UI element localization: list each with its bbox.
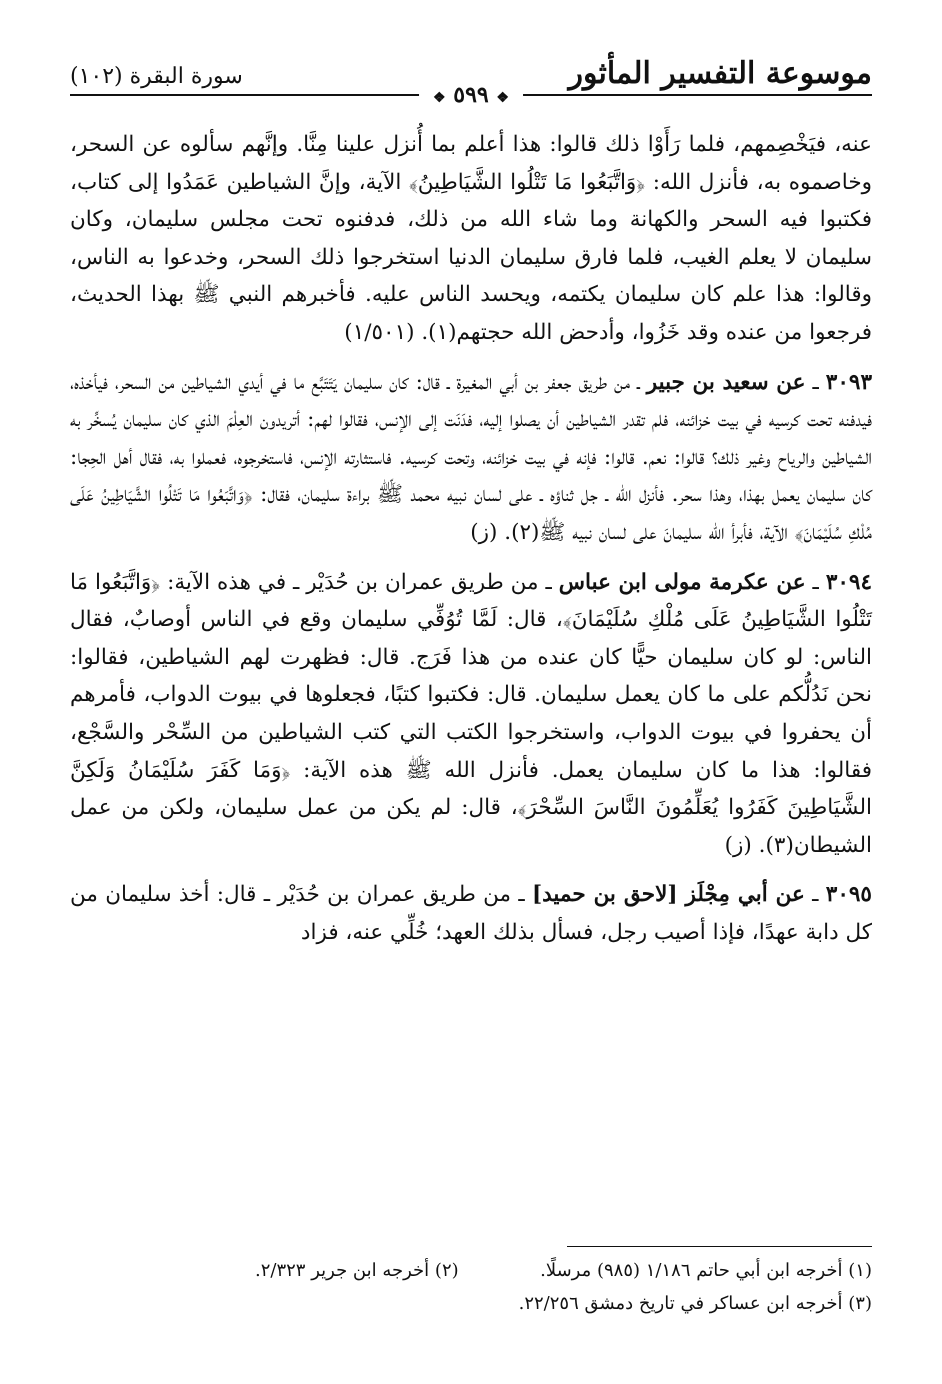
paragraph: ٣٠٩٣ ـ عن سعيد بن جبير ـ من طريق جعفر بن أبي المغيرة ـ قال: كان سليمان يَتَتَبَّع ما في أيدي الشياطين من السحر، فيأخذه، فيدفنه تحت كرسيه في بيت خزائنه، فلم تقدر الشياطين أن يصلوا إليه، فدَنَت إلى الإنس، فقالوا لهم: أتريدون العِلْمَ الذي كان سليمان يُسخِّر به الشياطين والرياح وغير ذلك؟ قالوا: نعم. قالوا: فإنه في بيت خزائنه، وتحت كرسيه. فاستثارته الإنس، فاستخرجوه، فعملوا به، فقال أهل الحِجا: كان سليمان يعمل بهذا، وهذا سحر. فأنزل الله ـ جل ثناؤه ـ على لسان نبيه محمد ﷺ براءة سليمان، فقال: ﴿وَاتَّبَعُوا مَا تَتْلُوا الشَّيَاطِينُ عَلَى مُلْكِ سُلَيْمَانَ﴾ الآية، فأبرأ الله سليمانَ على لسان نبيه ﷺ(٢). (ز): [70, 369, 872, 545]
main-text: [70, 126, 872, 963]
footnote-row: [70, 1254, 872, 1287]
narrator-name: عن سعيد بن جبير: [646, 369, 806, 395]
footnote-1: (١) أخرجه ابن أبي حاتم ١/١٨٦ (٩٨٥) مرسلًا.: [540, 1260, 872, 1281]
paragraph: ٣٠٩٤ ـ عن عكرمة مولى ابن عباس ـ من طريق عمران بن حُدَيْر ـ في هذه الآية: ﴿وَاتَّبَعُوا مَا تَتْلُوا الشَّيَاطِينُ عَلَى مُلْكِ سُلَيْمَانَ﴾، قال: لَمَّا تُوُفِّي سليمان وقع في الناس أوصابٌ، فقال الناس: لو كان سليمان حيًّا كان عنده من هذا فَرَج. قال: فظهرت لهم الشياطين، فقالوا: نحن نَدُلُّكم على ما كان يعمل سليمان. قال: فكتبوا كتبًا، فجعلوها في بيوت الدواب، فأمرهم أن يحفروا في بيوت الدواب، واستخرجوا الكتب التي كتب الشياطين من السِّحْر والسَّجْع، فقالوا: هذا ما كان سليمان يعمل. فأنزل الله ﷺ هذه الآية: ﴿وَمَا كَفَرَ سُلَيْمَانُ وَلَكِنَّ الشَّيَاطِينَ كَفَرُوا يُعَلِّمُونَ النَّاسَ السِّحْرَ﴾، قال: لم يكن من عمل سليمان، ولكن من عمل الشيطان(٣). (ز): [70, 569, 873, 858]
page-header: [70, 50, 872, 110]
paragraph-text: عنه، فيَخْصِمهم، فلما رَأَوْا ذلك قالوا: هذا أعلم بما أُنزل علينا مِنَّا. وإنَّهم سألوه عن السحر، وخاصموه به، فأنزل الله: ﴿وَاتَّبَعُوا مَا تَتْلُوا الشَّيَاطِينُ﴾ الآية، وإنَّ الشياطين عَمَدُوا إلى كتاب، فكتبوا فيه السحر والكهانة وما شاء الله من ذلك، فدفنوه تحت مجلس سليمان، وكان سليمان لا يعلم الغيب، فلما فارق سليمان الدنيا استخرجوا ذلك السحر، وخدعوا به الناس، وقالوا: هذا علم كان سليمان يكتمه، ويحسد الناس عليه. فأخبرهم النبي ﷺ بهذا الحديث، فرجعوا من عنده وقد خَزُوا، وأدحض الله حجتهم(١). (١/٥٠١): [70, 132, 872, 345]
footnote-row: [70, 1287, 872, 1320]
footnote-3: (٣) أخرجه ابن عساكر في تاريخ دمشق ٢٢/٢٥٦.: [518, 1293, 872, 1314]
ornament-icon: ❖: [496, 90, 509, 106]
paragraph-text: ـ من طريق جعفر بن أبي المغيرة ـ قال: كان سليمان يَتَتَبَّع ما في أيدي الشياطين من السحر، فيأخذه، فيدفنه تحت كرسيه في بيت خزائنه، فلم تقدر الشياطين أن يصلوا إليه، فدَنَت إلى الإنس، فقالوا لهم: أتريدون العِلْمَ الذي كان سليمان يُسخِّر به الشياطين والرياح وغير ذلك؟ قالوا: نعم. قالوا: فإنه في بيت خزائنه، وتحت كرسيه. فاستثارته الإنس، فاستخرجوه، فعملوا به، فقال أهل الحِجا: كان سليمان يعمل بهذا، وهذا سحر. فأنزل الله ـ جل ثناؤه ـ على لسان نبيه محمد ﷺ براءة سليمان، فقال: ﴿وَاتَّبَعُوا مَا تَتْلُوا الشَّيَاطِينُ عَلَى مُلْكِ سُلَيْمَانَ﴾ الآية، فأبرأ الله سليمانَ على لسان نبيه ﷺ(٢). (ز): [70, 369, 872, 545]
paragraph: [70, 126, 872, 352]
paragraph-text: ـ من طريق عمران بن حُدَيْر ـ في هذه الآية: ﴿وَاتَّبَعُوا مَا تَتْلُوا الشَّيَاطِينُ عَلَى مُلْكِ سُلَيْمَانَ﴾، قال: لَمَّا تُوُفِّي سليمان وقع في الناس أوصابٌ، فقال الناس: لو كان سليمان حيًّا كان عنده من هذا فَرَج. قال: فظهرت لهم الشياطين، فقالوا: نحن نَدُلُّكم على ما كان يعمل سليمان. قال: فكتبوا كتبًا، فجعلوها في بيوت الدواب، فأمرهم أن يحفروا في بيوت الدواب، واستخرجوا الكتب التي كتب الشياطين من السِّحْر والسَّجْع، فقالوا: هذا ما كان سليمان يعمل. فأنزل الله ﷺ هذه الآية: ﴿وَمَا كَفَرَ سُلَيْمَانُ وَلَكِنَّ الشَّيَاطِينَ كَفَرُوا يُعَلِّمُونَ النَّاسَ السِّحْرَ﴾، قال: لم يكن من عمل سليمان، ولكن من عمل الشيطان(٣). (ز): [70, 569, 872, 858]
page-number: ٥٩٩: [453, 82, 489, 108]
narration-number: ٣٠٩٤: [825, 569, 873, 595]
book-title: موسوعة التفسير المأثور: [568, 56, 872, 91]
narrator-name: عن أبي مِجْلَز [لاحق بن حميد]: [531, 882, 805, 908]
paragraph: ٣٠٩٥ ـ عن أبي مِجْلَز [لاحق بن حميد] ـ من طريق عمران بن حُدَيْر ـ قال: أخذ سليمان من كل دابة عهدًا، فإذا أصيب رجل، فسأل بذلك العهد؛ خُلِّي عنه، فزاد: [70, 882, 872, 945]
narration-number: ٣٠٩٥: [825, 882, 872, 908]
footnote-2: (٢) أخرجه ابن جرير ٢/٣٢٣.: [254, 1260, 459, 1281]
surah-label: سورة البقرة (١٠٢): [70, 64, 243, 89]
footnotes: [70, 1254, 872, 1320]
narration-number: ٣٠٩٣: [825, 369, 872, 395]
paragraph-text: ـ من طريق عمران بن حُدَيْر ـ قال: أخذ سليمان من كل دابة عهدًا، فإذا أصيب رجل، فسأل بذلك العهد؛ خُلِّي عنه، فزاد: [70, 882, 872, 945]
ornament-icon: ❖: [433, 90, 446, 106]
page-number-group: [419, 82, 523, 108]
narrator-name: عن عكرمة مولى ابن عباس: [558, 569, 806, 595]
footnote-divider: [567, 1246, 872, 1247]
